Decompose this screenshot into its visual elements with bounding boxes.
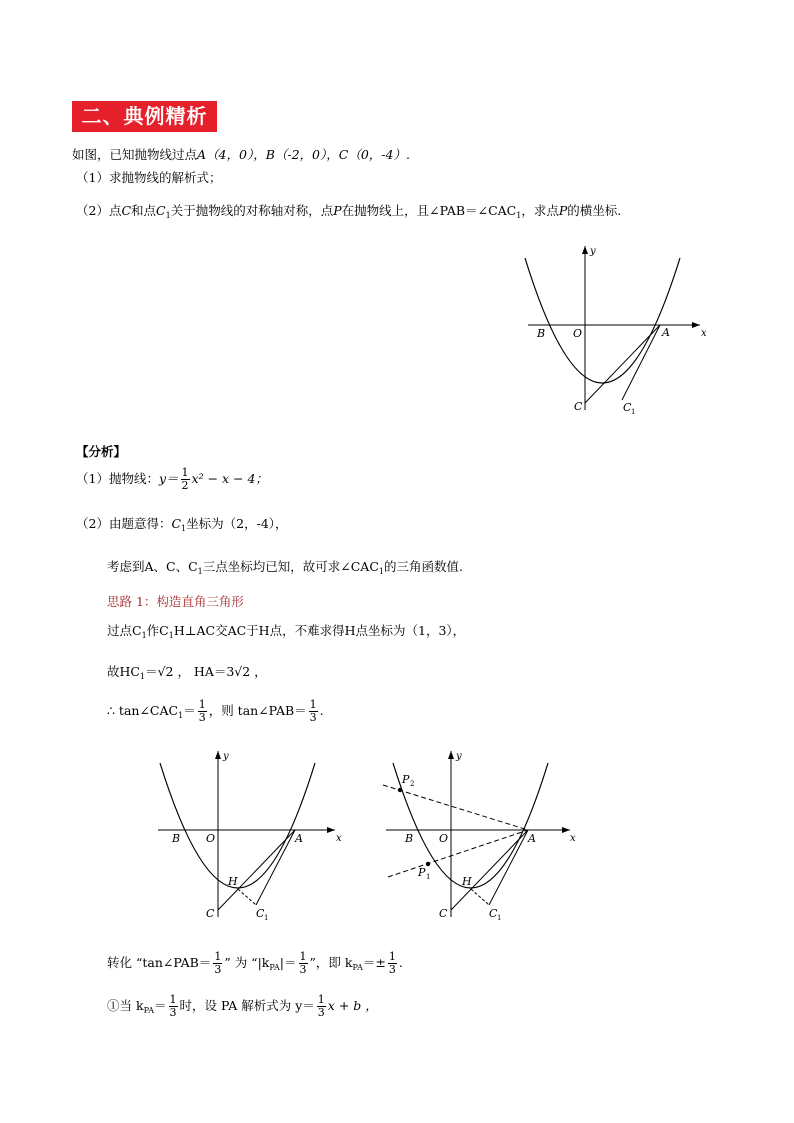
label-y: y xyxy=(456,751,462,762)
label-x: x xyxy=(701,328,707,339)
x-axis-arrow xyxy=(692,322,700,328)
case-1-line: ①当 $k_{PA}=$ $\frac{1}{3}$ 时，设 PA 解析式为 y＝ $\frac{1}{3}$ x + b ， xyxy=(107,993,378,1019)
label-A: A xyxy=(528,832,536,845)
label-O: O xyxy=(573,327,583,340)
segment-CA xyxy=(451,830,528,910)
parabola-curve xyxy=(160,763,315,888)
parabola-curve xyxy=(393,763,548,888)
parabola-curve xyxy=(525,258,680,383)
analysis-step-2: 故$HC_1=√2$ ， HA＝3√2 ， xyxy=(107,664,267,681)
label-x: x xyxy=(570,833,576,844)
label-C1: C xyxy=(623,401,632,414)
analysis-2: （2）由题意得：$C_1$坐标为（2，-4）， xyxy=(76,516,288,533)
label-B: B xyxy=(172,832,181,845)
label-y: y xyxy=(223,751,229,762)
segment-HC1 xyxy=(238,889,256,905)
analysis-step-3: ∴ $\tan\angle CAC_1=$ $\frac{1}{3}$ ，则 tan∠PAB＝ $\frac{1}{3}$ . xyxy=(107,698,324,724)
label-C1-sub: 1 xyxy=(264,914,269,922)
label-P2-sub: 2 xyxy=(410,780,415,788)
label-y: y xyxy=(590,246,596,257)
label-B: B xyxy=(405,832,414,845)
segment-AC1 xyxy=(622,325,660,400)
x-axis-arrow xyxy=(327,827,335,833)
label-H: H xyxy=(462,875,472,888)
label-C1: C xyxy=(256,907,265,920)
label-O: O xyxy=(439,832,449,845)
point-P2 xyxy=(398,788,402,792)
point-P1 xyxy=(426,862,430,866)
label-C: C xyxy=(206,907,215,920)
idea-1-heading: 思路 1：构造直角三角形 xyxy=(107,594,244,609)
figure-parabola-1 xyxy=(520,240,720,420)
label-x: x xyxy=(336,833,342,844)
label-C1: C xyxy=(489,907,498,920)
y-axis-arrow xyxy=(582,246,588,254)
label-P1: P xyxy=(418,866,426,879)
section-heading: 二、典例精析 xyxy=(72,101,217,132)
segment-CA xyxy=(585,325,660,403)
question-2: （2）点C和点$C_1$关于抛物线的对称轴对称，点P在抛物线上，且$\angle PAB=\angle CAC_1$，求点P的横坐标. xyxy=(76,203,622,220)
segment-HC1 xyxy=(471,889,489,905)
label-B: B xyxy=(537,327,546,340)
y-axis-arrow xyxy=(215,751,221,759)
label-H: H xyxy=(228,875,238,888)
transform-line: 转化 “tan∠PAB＝ $\frac{1}{3}$ ” 为 “$|k_{PA}|=$ $\frac{1}{3}$ ”，即 $k_{PA}=\pm$ $\frac{1}{3}$ . xyxy=(107,950,403,976)
figure-parabola-3 xyxy=(378,745,583,925)
y-axis-arrow xyxy=(448,751,454,759)
line-P2A xyxy=(383,785,528,830)
label-C: C xyxy=(439,907,448,920)
analysis-1: （1）抛物线：y＝ $\frac{1}{2}$ x² − x − 4； xyxy=(76,466,268,492)
label-P2: P xyxy=(402,773,410,786)
problem-intro: 如图，已知抛物线过点A（4，0），B（-2，0），C（0，-4）. xyxy=(72,147,410,162)
label-A: A xyxy=(295,832,303,845)
label-C1-sub: 1 xyxy=(631,408,636,416)
label-O: O xyxy=(206,832,216,845)
label-C1-sub: 1 xyxy=(497,914,502,922)
analysis-consider: 考虑到A、C、$C_1$三点坐标均已知，故可求$\angle CAC_1$的三角函数值. xyxy=(107,559,463,576)
label-C: C xyxy=(574,400,583,413)
segment-AC1 xyxy=(256,830,295,905)
analysis-title: 【分析】 xyxy=(76,444,127,459)
label-A: A xyxy=(662,326,670,339)
x-axis-arrow xyxy=(562,827,570,833)
figure-parabola-2 xyxy=(150,745,350,925)
segment-CA xyxy=(218,830,295,910)
label-P1-sub: 1 xyxy=(426,873,431,881)
question-1: （1）求抛物线的解析式； xyxy=(76,170,222,185)
analysis-step-1: 过点$C_1$作$C_1H\perp AC$交AC于H点，不难求得H点坐标为（1，3）， xyxy=(107,623,466,640)
